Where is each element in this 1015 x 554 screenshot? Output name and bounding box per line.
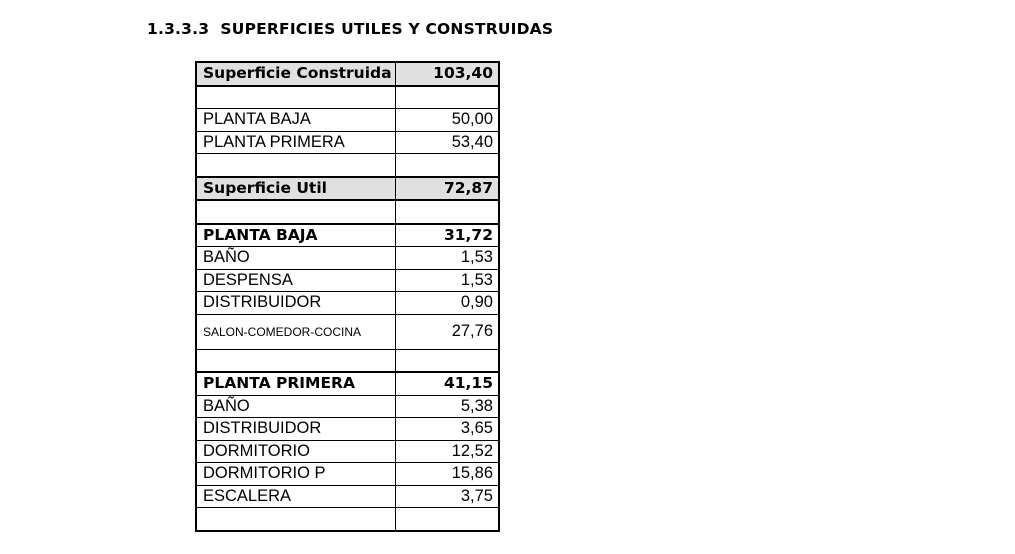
row-value: 50,00 (395, 109, 499, 132)
section-heading (147, 20, 553, 38)
row-value: 15,86 (395, 463, 499, 486)
table-row-blank (196, 154, 499, 177)
table-row (196, 463, 499, 486)
row-label: ESCALERA (196, 485, 395, 508)
row-label: Superficie Util (196, 177, 395, 201)
row-value: 5,38 (395, 395, 499, 418)
row-value: 72,87 (395, 177, 499, 201)
row-label: BAÑO (196, 247, 395, 270)
row-label: SALON-COMEDOR-COCINA (196, 314, 395, 349)
row-value: 1,53 (395, 247, 499, 270)
row-value (395, 349, 499, 372)
table-row (196, 314, 499, 349)
row-value (395, 508, 499, 531)
row-label (196, 154, 395, 177)
row-value (395, 200, 499, 224)
row-label (196, 86, 395, 109)
row-label: BAÑO (196, 395, 395, 418)
row-label (196, 349, 395, 372)
row-value: 103,40 (395, 62, 499, 86)
table-row (196, 269, 499, 292)
row-value: 12,52 (395, 440, 499, 463)
table-row (196, 109, 499, 132)
row-label (196, 200, 395, 224)
row-value: 27,76 (395, 314, 499, 349)
row-label: PLANTA BAJA (196, 109, 395, 132)
row-label: PLANTA BAJA (196, 224, 395, 247)
row-value: 3,75 (395, 485, 499, 508)
row-value: 31,72 (395, 224, 499, 247)
row-label: Superficie Construida (196, 62, 395, 86)
row-value: 41,15 (395, 372, 499, 395)
row-label: DISTRIBUIDOR (196, 292, 395, 315)
row-value (395, 86, 499, 109)
table-row-blank (196, 86, 499, 109)
table-row (196, 418, 499, 441)
row-label: DISTRIBUIDOR (196, 418, 395, 441)
table-row-group-planta-baja (196, 224, 499, 247)
row-label: DORMITORIO P (196, 463, 395, 486)
row-label: DORMITORIO (196, 440, 395, 463)
table-row (196, 292, 499, 315)
table-row (196, 395, 499, 418)
table-row-blank (196, 349, 499, 372)
row-label: DESPENSA (196, 269, 395, 292)
table-row-blank (196, 200, 499, 224)
section-number: 1.3.3.3 (147, 20, 210, 38)
row-value: 53,40 (395, 131, 499, 154)
table-row-group-planta-primera (196, 372, 499, 395)
table-row-blank (196, 508, 499, 531)
table-row-superficie-util (196, 177, 499, 201)
row-value: 1,53 (395, 269, 499, 292)
row-value: 3,65 (395, 418, 499, 441)
table-row (196, 485, 499, 508)
row-label (196, 508, 395, 531)
row-label: PLANTA PRIMERA (196, 372, 395, 395)
table-row (196, 247, 499, 270)
row-value: 0,90 (395, 292, 499, 315)
surface-table (195, 61, 500, 532)
row-value (395, 154, 499, 177)
table-row-superficie-construida (196, 62, 499, 86)
section-title: SUPERFICIES UTILES Y CONSTRUIDAS (220, 20, 554, 38)
row-label: PLANTA PRIMERA (196, 131, 395, 154)
table-row (196, 440, 499, 463)
table-row (196, 131, 499, 154)
